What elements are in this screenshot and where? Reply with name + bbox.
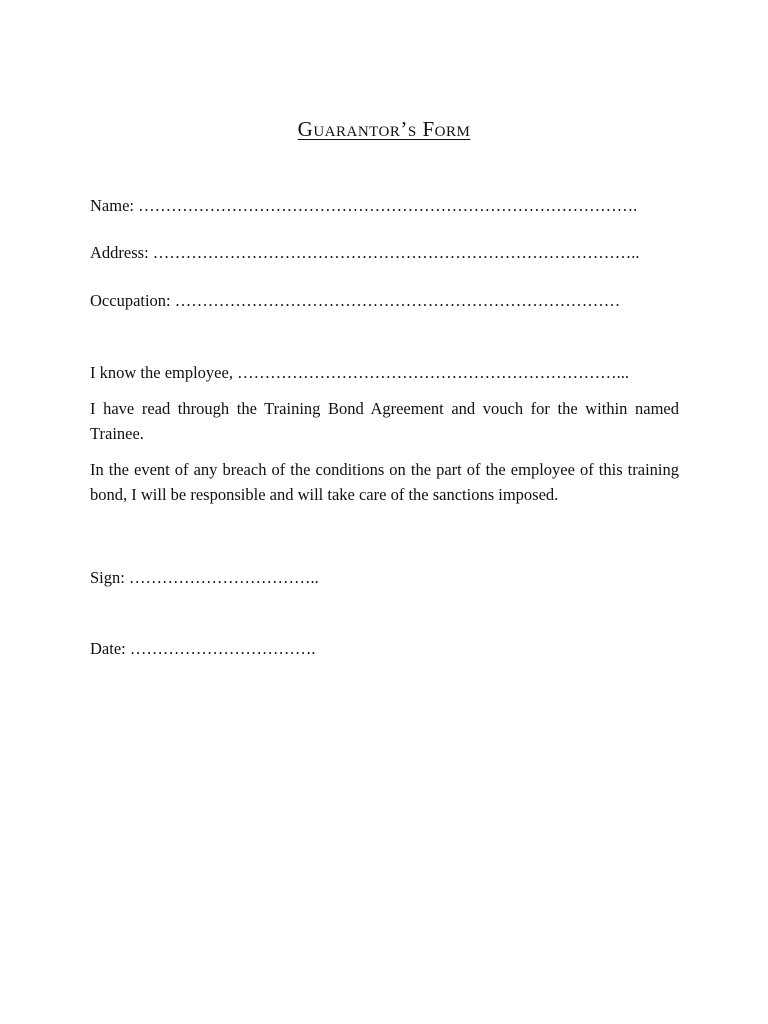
address-field: Address: …………………………………………………………………………….. xyxy=(90,243,640,262)
read-agreement-paragraph: I have read through the Training Bond Agreement and vouch for the within named Trainee. xyxy=(90,399,679,443)
sign-field: Sign: …………………………….. xyxy=(90,568,319,587)
date-field: Date: ……………………………. xyxy=(90,639,316,658)
occupation-field: Occupation: ……………………………………………………………………… xyxy=(90,291,621,310)
form-title: Guarantor’s Form xyxy=(297,117,471,141)
name-field: Name: ………………………………………………………………………………. xyxy=(90,196,638,215)
know-employee-line: I know the employee, ……………………………………………………………... xyxy=(90,363,629,382)
breach-paragraph: In the event of any breach of the conditions on the part of the employee of this training bond, I will be responsible and will take care of the sanctions imposed. xyxy=(90,460,679,504)
